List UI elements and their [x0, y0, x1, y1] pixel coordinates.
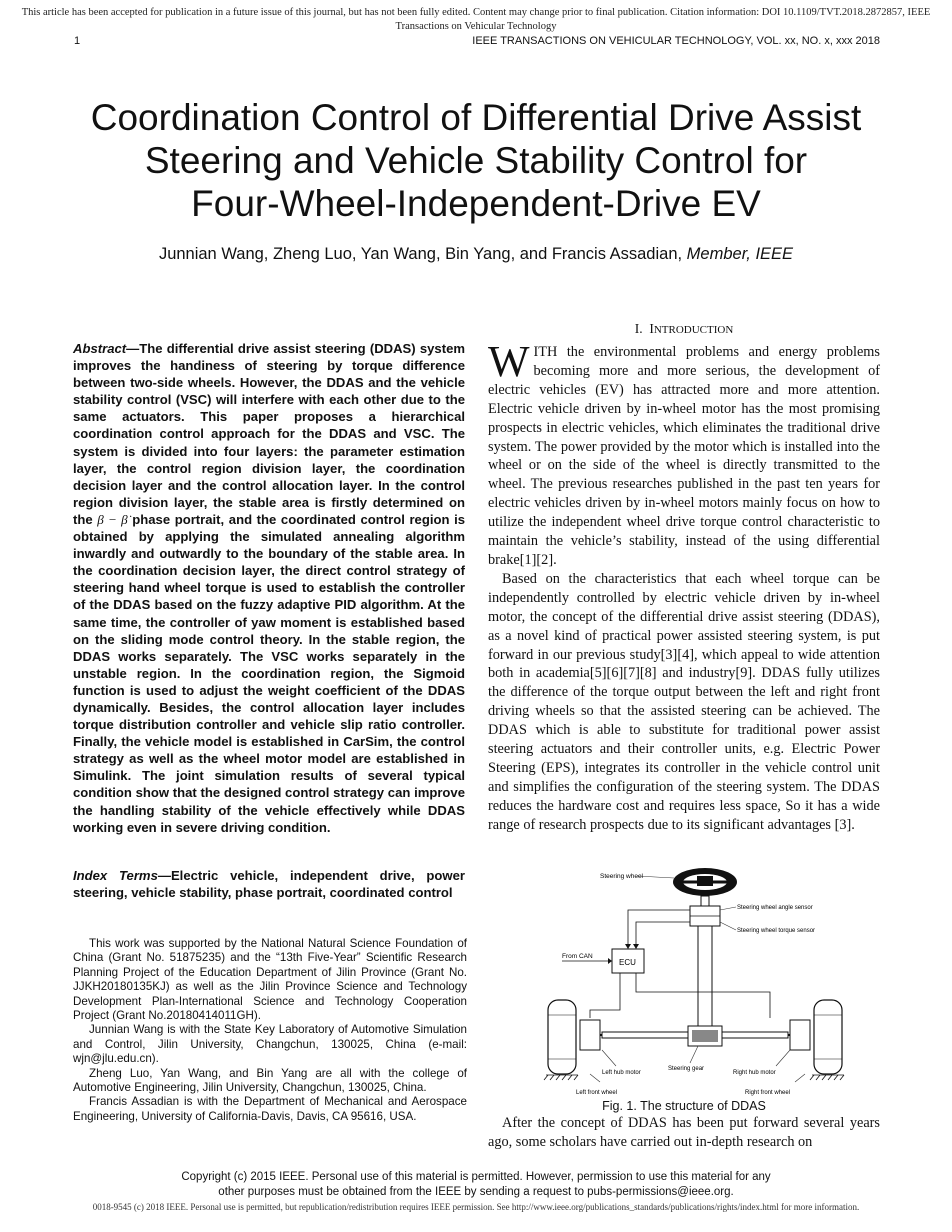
footnote-funding: This work was supported by the National Natural Science Foundation of China (Grant No. 51875235) and the “13th Five-Year” Scientific Research Planning Project of the Education Department of Jilin Province (Grant No. JJKH20180135KJ) as well as the Jilin Province Science and Technology Development Plan-International Science and Technology Cooperation Project (Grant No.20180414011GH).	[73, 937, 467, 1023]
abstract-text-2: phase portrait, and the coordinated control region is obtained by applying the simulated annealing algorithm inwardly and outwardly to the boundary of the stable area. In the coordination decision layer, the direct control strategy of steering hand wheel torque is used to establish the controller of the DDAS based on the fuzzy adaptive PID algorithm. At the same time, the controller of yaw moment is established based on the sliding mode control theory. In the stable region, the DDAS works separately. The VSC works separately in the unstable region. In the coordination region, the Sigmoid function is used to adjust the weight coefficient of the DDAS dynamically. Besides, the control allocation layer includes torque distribution controller and vehicle slip ratio controller. Finally, the vehicle model is established in CarSim, the control strategy as well as the wheel motor model are established in Simulink. The joint simulation results of several typical condition show that the designed control strategy can improve the handling stability of the vehicle effectively while DDAS working even in severe driving condition.	[73, 511, 465, 835]
label-torque-sensor: Steering wheel torque sensor	[737, 928, 816, 934]
label-ecu: ECU	[619, 958, 636, 967]
left-front-wheel-icon	[548, 1000, 576, 1074]
figure-caption: Fig. 1. The structure of DDAS	[602, 1099, 766, 1113]
authors-membership: Member, IEEE	[686, 245, 794, 263]
index-terms	[73, 867, 465, 901]
intro-paragraph-3: After the concept of DDAS has been put forward several years ago, some scholars have carried out in-depth research on	[488, 1115, 880, 1150]
notice-line-2: Transactions on Vehicular Technology	[395, 21, 557, 32]
abstract	[73, 340, 465, 836]
running-head: IEEE TRANSACTIONS ON VEHICULAR TECHNOLOGY, VOL. xx, NO. x, xxx 2018	[472, 35, 880, 47]
label-steering-wheel: Steering wheel	[600, 873, 643, 880]
authors-names: Junnian Wang, Zheng Luo, Yan Wang, Bin Yang, and Francis Assadian,	[158, 245, 687, 263]
author-list	[40, 245, 912, 264]
paper-title	[40, 96, 912, 225]
page-number: 1	[74, 35, 81, 47]
label-left-front-wheel: Left front wheel	[576, 1090, 618, 1096]
introduction-text	[488, 337, 880, 835]
author-footnote	[73, 937, 467, 1124]
footnote-author-1: Junnian Wang is with the State Key Laboratory of Automotive Simulation and Control, Jilin University, Changchun, 130025, China (e-mail: wjn@jlu.edu.cn).	[73, 1023, 467, 1066]
title-line-2: Steering and Vehicle Stability Control for	[144, 140, 808, 181]
title-line-3: Four-Wheel-Independent-Drive EV	[191, 183, 761, 224]
label-from-can: From CAN	[562, 953, 593, 960]
intro-paragraph-2: Based on the characteristics that each wheel torque can be independently controlled by electric vehicle driven by in-wheel motor, the concept of the differential drive assist steering (DDAS), as a novel kind of practical power assisted steering system, is put forward in our previous study[3][4], which appeal to wide attention both in academia[5][6][7][8] and industry[9]. DDAS fully utilizes the difference of the torque output between the left and right front driving wheels so that the assisted steering can be achieved. The DDAS which is able to substitute for traditional power assist steering actuators and their controller units, e.g. Electric Power Steering (EPS), integrates its controller in the vehicle control unit and simplifies the configuration of the steering system. The DDAS reduces the hardware cost and requires less space, So it has a wide range of research prospects due to its significant advantages [3].	[488, 570, 880, 833]
permission-notice: 0018-9545 (c) 2018 IEEE. Personal use is permitted, but republication/redistribution requires IEEE permission. See http://www.ieee.org/publications_standards/publications/rights/index.html for more information.	[92, 1202, 860, 1212]
drop-cap: W	[488, 337, 530, 386]
section-heading: I. INTRODUCTION	[634, 321, 734, 336]
index-terms-text: —Electric vehicle, independent drive, power steering, vehicle stability, phase portrait, coordinated control	[73, 868, 465, 901]
index-terms-label: Index Terms	[73, 868, 158, 883]
notice-line-1: This article has been accepted for publication in a future issue of this journal, but has not been fully edited. Content may change prior to final publication. Citation information: DOI 10.1109/TVT.2018.2872857, IEEE	[21, 7, 931, 18]
copyright-line-1: Copyright (c) 2015 IEEE. Personal use of this material is permitted. However, permission to use this material for any	[181, 1171, 771, 1183]
footnote-author-2: Zheng Luo, Yan Wang, and Bin Yang are all with the college of Automotive Engineering, Jilin University, Changchun, 130025, China.	[73, 1066, 467, 1095]
right-front-wheel-icon	[814, 1000, 842, 1074]
ddas-structure-figure	[540, 860, 860, 1100]
title-line-1: Coordination Control of Differential Drive Assist	[90, 97, 862, 138]
abstract-label: Abstract	[73, 341, 127, 356]
footnote-author-3: Francis Assadian is with the Department of Mechanical and Aerospace Engineering, University of California-Davis, Davis, CA 95616, USA.	[73, 1095, 467, 1123]
label-right-front-wheel: Right front wheel	[745, 1090, 791, 1096]
copyright-line-2: other purposes must be obtained from the IEEE by sending a request to pubs-permissions@ieee.org.	[218, 1186, 734, 1198]
steering-wheel-icon	[673, 868, 737, 896]
label-angle-sensor: Steering wheel angle sensor	[737, 905, 813, 911]
abstract-symbol: β − β̇	[97, 511, 128, 527]
intro-paragraph-1: WITH the environmental problems and energy problems becoming more and more serious, the development of electric vehicles (EV) has attracted more and more attention. Electric vehicle driven by in-wheel motor has the most promising prospects in electric vehicles, which eliminates the traditional drive system. The power provided by the motor which is installed into the wheel or on the side of the wheel is directly transmitted to the wheel. The previous researches published in the past ten years for electric vehicles driven by in-wheel motors mainly focus on how to utilize the independent wheel drive torque control characteristic to maintain the vehicle’s stability, instead of the using differential brake[1][2].	[488, 337, 880, 568]
abstract-text-1: —The differential drive assist steering (DDAS) system improves the handiness of steering by torque difference between two-side wheels. However, the DDAS and the vehicle stability control (VSC) will interfere with each other due to the same actuators. This paper proposes a hierarchical coordination control approach for the DDAS and VSC. The system is divided into four layers: the parameter estimation layer, the control region division layer, the coordination decision layer and the control allocation layer. In the control region division layer, the stable area is firstly determined on the	[73, 341, 465, 527]
label-steering-gear: Steering gear	[668, 1066, 705, 1072]
label-right-hub-motor: Right hub motor	[733, 1070, 776, 1076]
label-left-hub-motor: Left hub motor	[602, 1070, 641, 1076]
publication-notice	[0, 6, 952, 34]
copyright-notice	[40, 1170, 912, 1200]
